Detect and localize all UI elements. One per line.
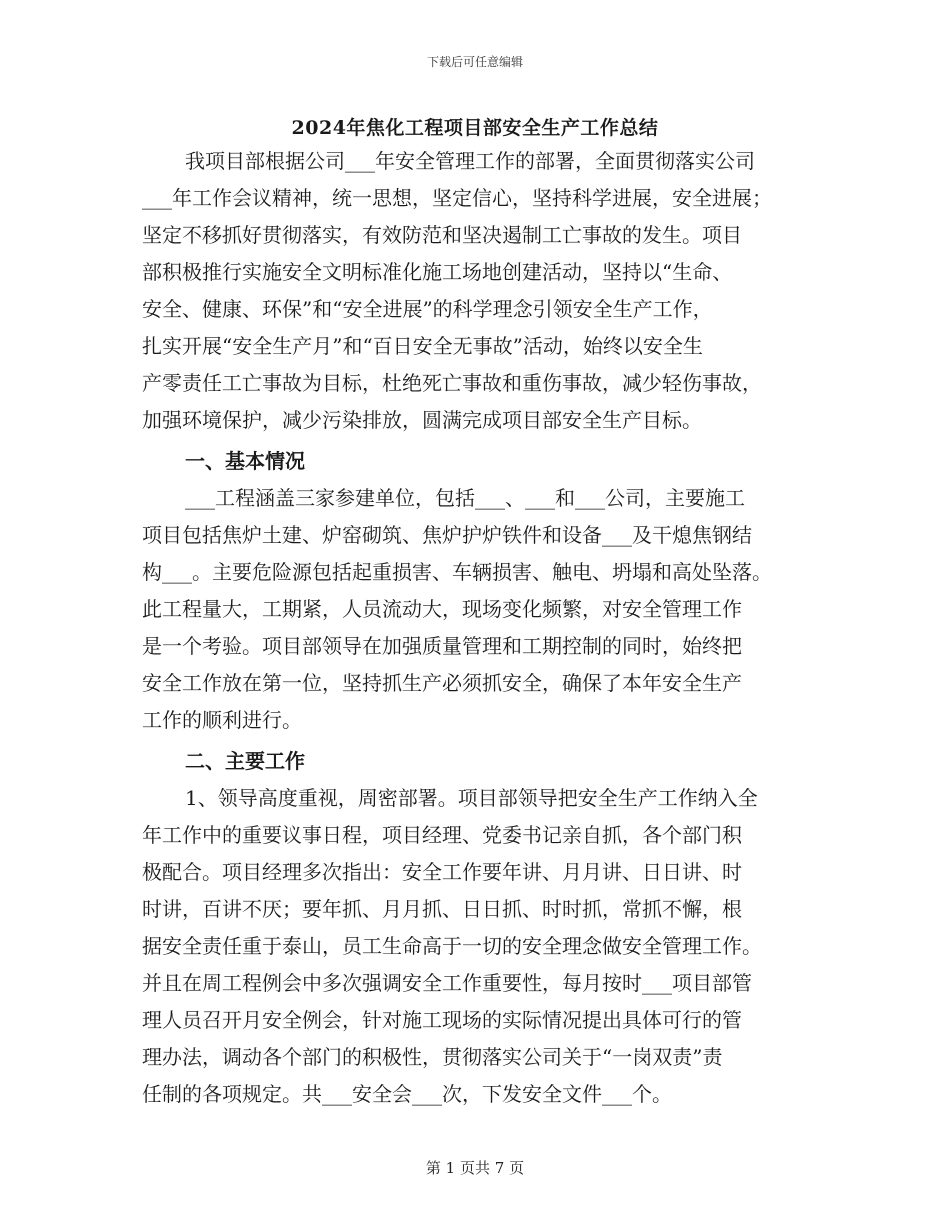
body-line: 据安全责任重于泰山，员工生命高于一切的安全理念做安全管理工作。: [142, 934, 762, 958]
section-heading-basic-situation: 一、基本情况: [185, 449, 305, 473]
document-title: 2024年焦化工程项目部安全生产工作总结: [291, 117, 659, 139]
body-line: 安全、健康、环保”和“安全进展”的科学理念引领安全生产工作，: [142, 297, 713, 321]
section-heading-main-work: 二、主要工作: [185, 749, 305, 773]
body-line: 理人员召开月安全例会，针对施工现场的实际情况提出具体可行的管: [142, 1008, 742, 1032]
body-line: 任制的各项规定。共___安全会___次，下发安全文件___个。: [142, 1082, 672, 1106]
body-line: 理办法，调动各个部门的积极性，贯彻落实公司关于“一岗双责”责: [142, 1045, 723, 1069]
body-line: ___年工作会议精神，统一思想，坚定信心，坚持科学进展，安全进展；: [142, 186, 772, 210]
body-line: 加强环境保护，减少污染排放，圆满完成项目部安全生产目标。: [142, 408, 702, 432]
body-line: 并且在周工程例会中多次强调安全工作重要性，每月按时___项目部管: [142, 971, 752, 995]
body-line: 坚定不移抓好贯彻落实，有效防范和坚决遏制工亡事故的发生。项目: [142, 223, 742, 247]
body-line: 部积极推行实施安全文明标准化施工场地创建活动，坚持以“生命、: [142, 260, 733, 284]
page-footer: 第 1 页共 7 页: [425, 1159, 525, 1177]
body-line: 1、领导高度重视，周密部署。项目部领导把安全生产工作纳入全: [185, 786, 758, 810]
body-line: 安全工作放在第一位，坚持抓生产必须抓安全，确保了本年安全生产: [142, 671, 742, 695]
body-line: 时讲，百讲不厌；要年抓、月月抓、日日抓、时时抓，常抓不懈，根: [142, 897, 742, 921]
body-line: 此工程量大，工期紧，人员流动大，现场变化频繁，对安全管理工作: [142, 597, 742, 621]
body-line: 我项目部根据公司___年安全管理工作的部署，全面贯彻落实公司: [185, 149, 755, 173]
body-line: 工作的顺利进行。: [142, 708, 302, 732]
body-line: ___工程涵盖三家参建单位，包括___、___和___公司，主要施工: [185, 486, 745, 510]
body-line: 产零责任工亡事故为目标，杜绝死亡事故和重伤事故，减少轻伤事故，: [142, 371, 762, 395]
body-line: 年工作中的重要议事日程，项目经理、党委书记亲自抓，各个部门积: [142, 823, 742, 847]
body-line: 是一个考验。项目部领导在加强质量管理和工期控制的同时，始终把: [142, 634, 742, 658]
body-line: 扎实开展“安全生产月”和“百日安全无事故”活动，始终以安全生: [142, 334, 703, 358]
body-line: 极配合。项目经理多次指出：安全工作要年讲、月月讲、日日讲、时: [142, 860, 742, 884]
body-line: 构___。主要危险源包括起重损害、车辆损害、触电、坍塌和高处坠落。: [142, 560, 772, 584]
body-line: 项目包括焦炉土建、炉窑砌筑、焦炉护炉铁件和设备___及干熄焦钢结: [142, 523, 752, 547]
page-header: 下载后可任意编辑: [426, 55, 523, 69]
